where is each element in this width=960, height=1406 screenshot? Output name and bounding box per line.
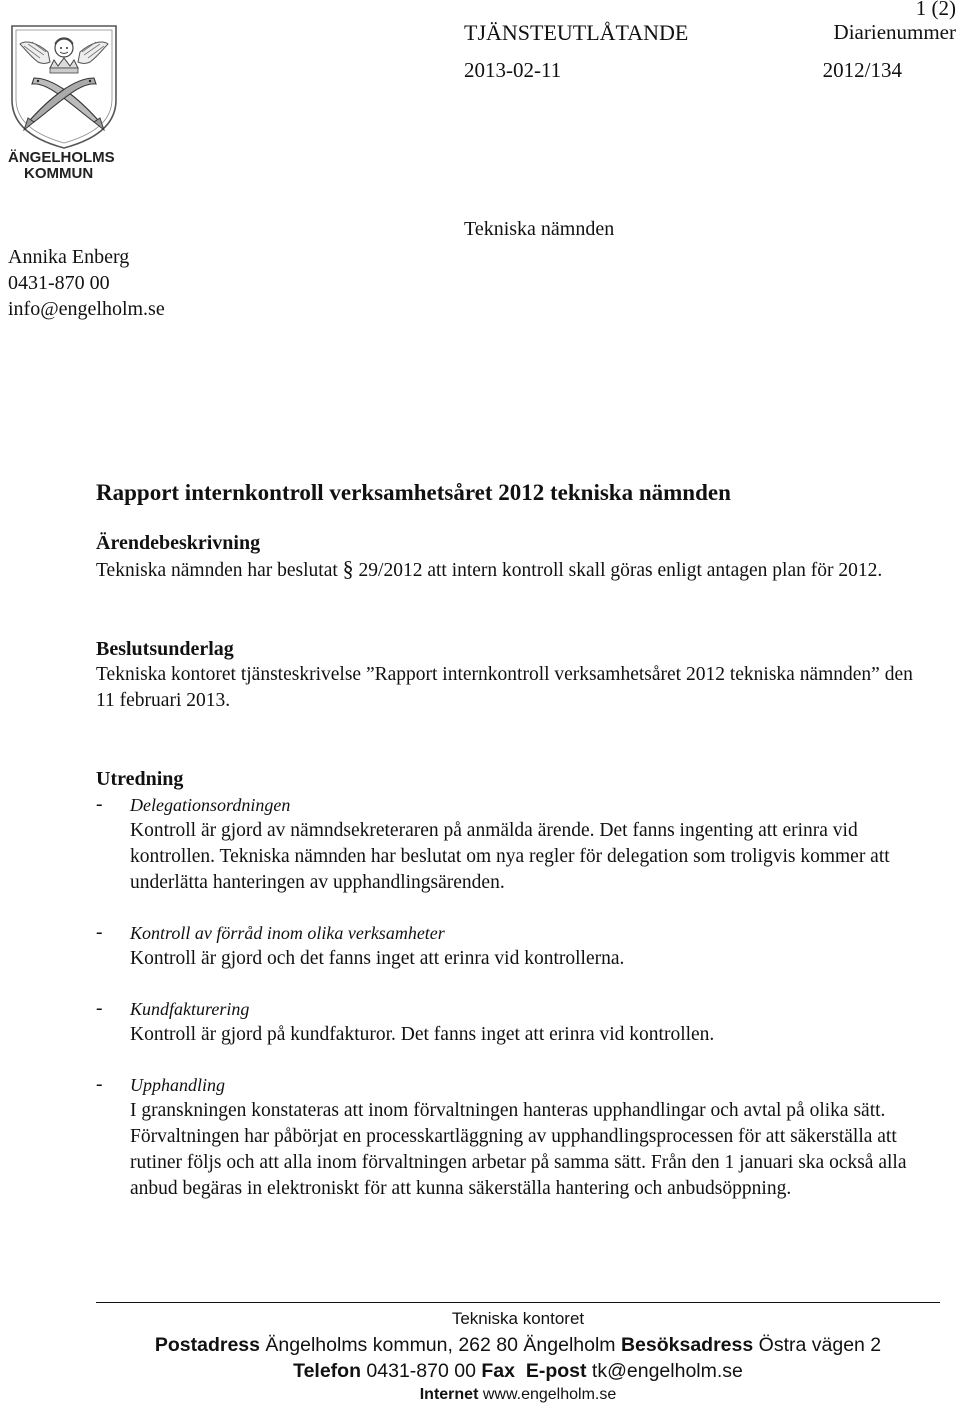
page-number: 1 (2)	[915, 0, 956, 20]
beslut-heading: Beslutsunderlag	[96, 638, 234, 660]
footer-email: tk@engelholm.se	[591, 1360, 743, 1382]
footer-website: www.engelholm.se	[482, 1386, 617, 1403]
list-dash: -	[96, 922, 103, 943]
footer-contact-line: Telefon 0431-870 00 Fax E-post tk@engelholm.se	[293, 1360, 743, 1382]
diary-number: 2012/134	[822, 58, 902, 82]
list-item	[96, 1072, 926, 1202]
list-item	[96, 996, 926, 1048]
logo-line-2: KOMMUN	[24, 165, 94, 182]
list-item	[96, 792, 926, 896]
list-item-heading: Kundfakturering	[130, 999, 250, 1019]
list-dash: -	[96, 998, 103, 1019]
list-item-text: I granskningen konstateras att inom förvaltningen hanteras upphandlingar och avtal på olika sätt. Förvaltningen har påbörjat en processkartläggning av upphandlingsprocessen för att säkerställa att rutiner följs och att alla inom förvaltningen arbetar på samma sätt. Från den 1 januari ska också alla anbud begäras in elektroniskt för att kunna säkerställa hantering och anbudsöppning.	[130, 1100, 907, 1199]
list-item	[96, 920, 926, 972]
footer-address-line: Postadress Ängelholms kommun, 262 80 Ängelholm Besöksadress Östra vägen 2	[154, 1334, 882, 1356]
document-title: Rapport internkontroll verksamhetsåret 2012 tekniska nämnden	[96, 480, 731, 505]
sender-name: Annika Enberg	[8, 246, 130, 268]
list-dash: -	[96, 1074, 103, 1095]
sender-phone: 0431-870 00	[8, 272, 110, 294]
coat-of-arms-icon	[8, 22, 120, 150]
list-item-heading: Upphandling	[130, 1075, 226, 1095]
list-item-text: Kontroll är gjord och det fanns inget att erinra vid kontrollerna.	[130, 948, 625, 969]
recipient: Tekniska nämnden	[464, 218, 615, 240]
section-sign-icon: §	[342, 556, 354, 581]
arende-text: Tekniska nämnden har beslutat § 29/2012 att intern kontroll skall göras enligt antagen plan för 2012.	[96, 556, 883, 581]
document-date: 2013-02-11	[464, 58, 562, 82]
utredning-heading: Utredning	[96, 768, 184, 790]
footer-divider	[96, 1302, 940, 1303]
footer-internet-line: Internet www.engelholm.se	[419, 1386, 617, 1403]
document-body	[96, 478, 926, 1202]
municipality-logo	[8, 22, 120, 182]
page-footer	[96, 1306, 940, 1406]
document-type: TJÄNSTEUTLÅTANDE	[464, 20, 689, 45]
beslut-text: Tekniska kontoret tjänsteskrivelse ”Rapport internkontroll verksamhetsåret 2012 tekniska nämnden” den 11 februari 2013.	[96, 664, 913, 711]
list-item-text: Kontroll är gjord av nämndsekreteraren på anmälda ärende. Det fanns ingenting att erinra vid kontrollen. Tekniska nämnden har beslutat om nya regler för delegation som troligvis kommer att underlätta hanteringen av upphandlingsärenden.	[130, 820, 890, 893]
arende-heading: Ärendebeskrivning	[96, 532, 261, 554]
diary-number-label: Diarienummer	[833, 20, 956, 44]
list-item-text: Kontroll är gjord på kundfakturor. Det fanns inget att erinra vid kontrollen.	[130, 1024, 715, 1045]
list-dash: -	[96, 794, 103, 815]
list-item-heading: Kontroll av förråd inom olika verksamheter	[130, 923, 445, 943]
logo-line-1: ÄNGELHOLMS	[8, 149, 115, 166]
sender-block	[8, 244, 165, 322]
sender-email: info@engelholm.se	[8, 298, 165, 320]
list-item-heading: Delegationsordningen	[130, 795, 291, 815]
footer-office: Tekniska kontoret	[451, 1309, 585, 1328]
